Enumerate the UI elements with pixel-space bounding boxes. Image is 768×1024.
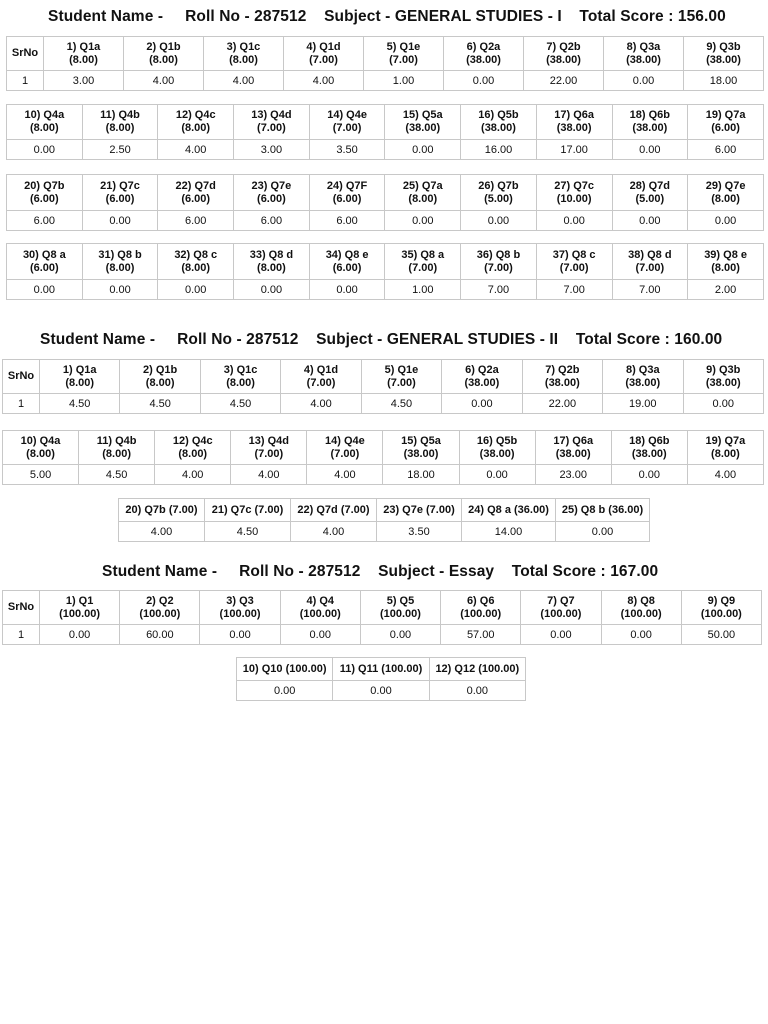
question-header: 14) Q4e (7.00) <box>309 105 385 140</box>
question-header: 10) Q4a (8.00) <box>7 105 83 140</box>
gs1-row2-table <box>6 104 764 160</box>
score-value: 22.00 <box>524 71 604 91</box>
question-header: 5) Q1e (7.00) <box>364 37 444 71</box>
question-header: 9) Q3b (38.00) <box>684 37 764 71</box>
score-value: 0.00 <box>280 625 360 645</box>
srno-header: SrNo <box>3 591 40 625</box>
question-header: 13) Q4d (7.00) <box>231 431 307 465</box>
score-value: 0.00 <box>309 280 385 300</box>
question-header: 38) Q8 d (7.00) <box>612 244 688 280</box>
srno-header: SrNo <box>7 37 44 71</box>
score-value: 0.00 <box>40 625 120 645</box>
score-value: 22.00 <box>522 394 602 414</box>
question-header: 5) Q1e (7.00) <box>361 360 441 394</box>
section-1-heading: Student Name - Roll No - 287512 Subject - GENERAL STUDIES - I Total Score : 156.00 <box>48 8 726 25</box>
question-header: 3) Q1c (8.00) <box>204 37 284 71</box>
gs1-row1-table <box>6 36 764 91</box>
score-value: 4.00 <box>291 522 377 542</box>
score-value: 57.00 <box>441 625 521 645</box>
question-header: 4) Q1d (7.00) <box>281 360 361 394</box>
question-header: 29) Q7e (8.00) <box>688 175 764 211</box>
question-header: 16) Q5b (38.00) <box>459 431 535 465</box>
question-header: 19) Q7a (6.00) <box>688 105 764 140</box>
question-header: 18) Q6b (38.00) <box>611 431 687 465</box>
question-header: 9) Q3b (38.00) <box>683 360 764 394</box>
score-value: 4.00 <box>687 465 763 485</box>
srno-value: 1 <box>7 71 44 91</box>
score-value: 60.00 <box>120 625 200 645</box>
score-value: 23.00 <box>535 465 611 485</box>
score-value: 6.00 <box>234 211 310 231</box>
score-value: 0.00 <box>7 140 83 160</box>
score-value: 0.00 <box>612 140 688 160</box>
question-header: 19) Q7a (8.00) <box>687 431 763 465</box>
score-value: 0.00 <box>82 280 158 300</box>
question-header: 1) Q1a (8.00) <box>44 37 124 71</box>
score-value: 5.00 <box>3 465 79 485</box>
score-value: 4.50 <box>205 522 291 542</box>
question-header: 14) Q4e (7.00) <box>307 431 383 465</box>
score-value: 14.00 <box>462 522 556 542</box>
score-value: 4.50 <box>40 394 120 414</box>
score-value: 0.00 <box>461 211 537 231</box>
score-value: 0.00 <box>237 681 333 701</box>
question-header: 2) Q1b (8.00) <box>124 37 204 71</box>
score-value: 0.00 <box>604 71 684 91</box>
score-value: 0.00 <box>385 211 461 231</box>
score-value: 3.00 <box>234 140 310 160</box>
score-value: 7.00 <box>461 280 537 300</box>
score-value: 18.00 <box>383 465 459 485</box>
essay-row1-table <box>2 590 762 645</box>
gs1-row3-table <box>6 174 764 231</box>
question-header: 3) Q3 (100.00) <box>200 591 280 625</box>
gs2-row2-table <box>2 430 764 485</box>
score-value: 6.00 <box>7 211 83 231</box>
question-header: 32) Q8 c (8.00) <box>158 244 234 280</box>
question-header: 25) Q8 b (36.00) <box>556 499 650 522</box>
question-header: 30) Q8 a (6.00) <box>7 244 83 280</box>
score-value: 4.00 <box>281 394 361 414</box>
question-header: 35) Q8 a (7.00) <box>385 244 461 280</box>
question-header: 17) Q6a (38.00) <box>536 105 612 140</box>
score-value: 0.00 <box>688 211 764 231</box>
score-value: 4.00 <box>284 71 364 91</box>
score-value: 2.50 <box>82 140 158 160</box>
question-header: 20) Q7b (7.00) <box>119 499 205 522</box>
score-value: 0.00 <box>612 211 688 231</box>
question-header: 26) Q7b (5.00) <box>461 175 537 211</box>
score-value: 3.00 <box>44 71 124 91</box>
score-value: 6.00 <box>688 140 764 160</box>
score-value: 0.00 <box>444 71 524 91</box>
score-value: 3.50 <box>377 522 462 542</box>
srno-value: 1 <box>3 625 40 645</box>
question-header: 1) Q1 (100.00) <box>40 591 120 625</box>
score-value: 0.00 <box>7 280 83 300</box>
question-header: 22) Q7d (7.00) <box>291 499 377 522</box>
score-value: 4.00 <box>231 465 307 485</box>
question-header: 11) Q4b (8.00) <box>79 431 155 465</box>
score-value: 0.00 <box>200 625 280 645</box>
question-header: 5) Q5 (100.00) <box>360 591 440 625</box>
section-3-heading: Student Name - Roll No - 287512 Subject - Essay Total Score : 167.00 <box>102 563 659 580</box>
score-value: 0.00 <box>360 625 440 645</box>
score-value: 4.50 <box>361 394 441 414</box>
score-value: 0.00 <box>683 394 764 414</box>
question-header: 8) Q3a (38.00) <box>603 360 683 394</box>
score-value: 0.00 <box>333 681 429 701</box>
question-header: 4) Q1d (7.00) <box>284 37 364 71</box>
question-header: 21) Q7c (7.00) <box>205 499 291 522</box>
score-value: 1.00 <box>364 71 444 91</box>
question-header: 31) Q8 b (8.00) <box>82 244 158 280</box>
score-value: 4.50 <box>79 465 155 485</box>
question-header: 12) Q12 (100.00) <box>429 658 525 681</box>
score-value: 0.00 <box>234 280 310 300</box>
score-value: 0.00 <box>158 280 234 300</box>
question-header: 8) Q8 (100.00) <box>601 591 681 625</box>
score-value: 4.00 <box>155 465 231 485</box>
question-header: 21) Q7c (6.00) <box>82 175 158 211</box>
question-header: 1) Q1a (8.00) <box>40 360 120 394</box>
score-value: 0.00 <box>82 211 158 231</box>
score-value: 6.00 <box>309 211 385 231</box>
question-header: 25) Q7a (8.00) <box>385 175 461 211</box>
question-header: 10) Q4a (8.00) <box>3 431 79 465</box>
question-header: 22) Q7d (6.00) <box>158 175 234 211</box>
question-header: 9) Q9 (100.00) <box>681 591 761 625</box>
question-header: 13) Q4d (7.00) <box>234 105 310 140</box>
question-header: 39) Q8 e (8.00) <box>688 244 764 280</box>
score-value: 4.00 <box>124 71 204 91</box>
score-value: 17.00 <box>536 140 612 160</box>
score-value: 16.00 <box>461 140 537 160</box>
question-header: 4) Q4 (100.00) <box>280 591 360 625</box>
gs2-row1-table <box>2 359 764 414</box>
section-2-heading: Student Name - Roll No - 287512 Subject - GENERAL STUDIES - II Total Score : 160.00 <box>40 331 723 348</box>
score-value: 4.00 <box>119 522 205 542</box>
gs1-row4-table <box>6 243 764 300</box>
essay-row2-table <box>236 657 526 701</box>
score-value: 4.00 <box>158 140 234 160</box>
question-header: 6) Q2a (38.00) <box>442 360 522 394</box>
question-header: 12) Q4c (8.00) <box>158 105 234 140</box>
question-header: 6) Q6 (100.00) <box>441 591 521 625</box>
question-header: 11) Q11 (100.00) <box>333 658 429 681</box>
question-header: 36) Q8 b (7.00) <box>461 244 537 280</box>
score-value: 2.00 <box>688 280 764 300</box>
question-header: 23) Q7e (6.00) <box>234 175 310 211</box>
question-header: 18) Q6b (38.00) <box>612 105 688 140</box>
score-value: 0.00 <box>536 211 612 231</box>
srno-header: SrNo <box>3 360 40 394</box>
question-header: 24) Q7F (6.00) <box>309 175 385 211</box>
score-value: 0.00 <box>459 465 535 485</box>
question-header: 23) Q7e (7.00) <box>377 499 462 522</box>
score-value: 19.00 <box>603 394 683 414</box>
question-header: 6) Q2a (38.00) <box>444 37 524 71</box>
gs2-row3-table <box>118 498 650 542</box>
score-value: 0.00 <box>521 625 601 645</box>
question-header: 3) Q1c (8.00) <box>200 360 280 394</box>
question-header: 28) Q7d (5.00) <box>612 175 688 211</box>
score-value: 4.00 <box>307 465 383 485</box>
question-header: 15) Q5a (38.00) <box>383 431 459 465</box>
score-value: 7.00 <box>536 280 612 300</box>
question-header: 33) Q8 d (8.00) <box>234 244 310 280</box>
score-value: 0.00 <box>429 681 525 701</box>
score-value: 0.00 <box>556 522 650 542</box>
question-header: 10) Q10 (100.00) <box>237 658 333 681</box>
score-value: 4.50 <box>120 394 200 414</box>
score-value: 7.00 <box>612 280 688 300</box>
score-value: 0.00 <box>385 140 461 160</box>
question-header: 2) Q2 (100.00) <box>120 591 200 625</box>
score-value: 1.00 <box>385 280 461 300</box>
score-value: 6.00 <box>158 211 234 231</box>
question-header: 16) Q5b (38.00) <box>461 105 537 140</box>
question-header: 11) Q4b (8.00) <box>82 105 158 140</box>
question-header: 8) Q3a (38.00) <box>604 37 684 71</box>
question-header: 24) Q8 a (36.00) <box>462 499 556 522</box>
score-value: 0.00 <box>442 394 522 414</box>
question-header: 12) Q4c (8.00) <box>155 431 231 465</box>
question-header: 27) Q7c (10.00) <box>536 175 612 211</box>
score-value: 3.50 <box>309 140 385 160</box>
score-value: 0.00 <box>601 625 681 645</box>
score-value: 0.00 <box>611 465 687 485</box>
question-header: 7) Q7 (100.00) <box>521 591 601 625</box>
question-header: 15) Q5a (38.00) <box>385 105 461 140</box>
srno-value: 1 <box>3 394 40 414</box>
question-header: 7) Q2b (38.00) <box>522 360 602 394</box>
question-header: 20) Q7b (6.00) <box>7 175 83 211</box>
question-header: 2) Q1b (8.00) <box>120 360 200 394</box>
score-value: 50.00 <box>681 625 761 645</box>
score-value: 4.50 <box>200 394 280 414</box>
question-header: 7) Q2b (38.00) <box>524 37 604 71</box>
question-header: 34) Q8 e (6.00) <box>309 244 385 280</box>
score-value: 4.00 <box>204 71 284 91</box>
score-value: 18.00 <box>684 71 764 91</box>
question-header: 17) Q6a (38.00) <box>535 431 611 465</box>
question-header: 37) Q8 c (7.00) <box>536 244 612 280</box>
